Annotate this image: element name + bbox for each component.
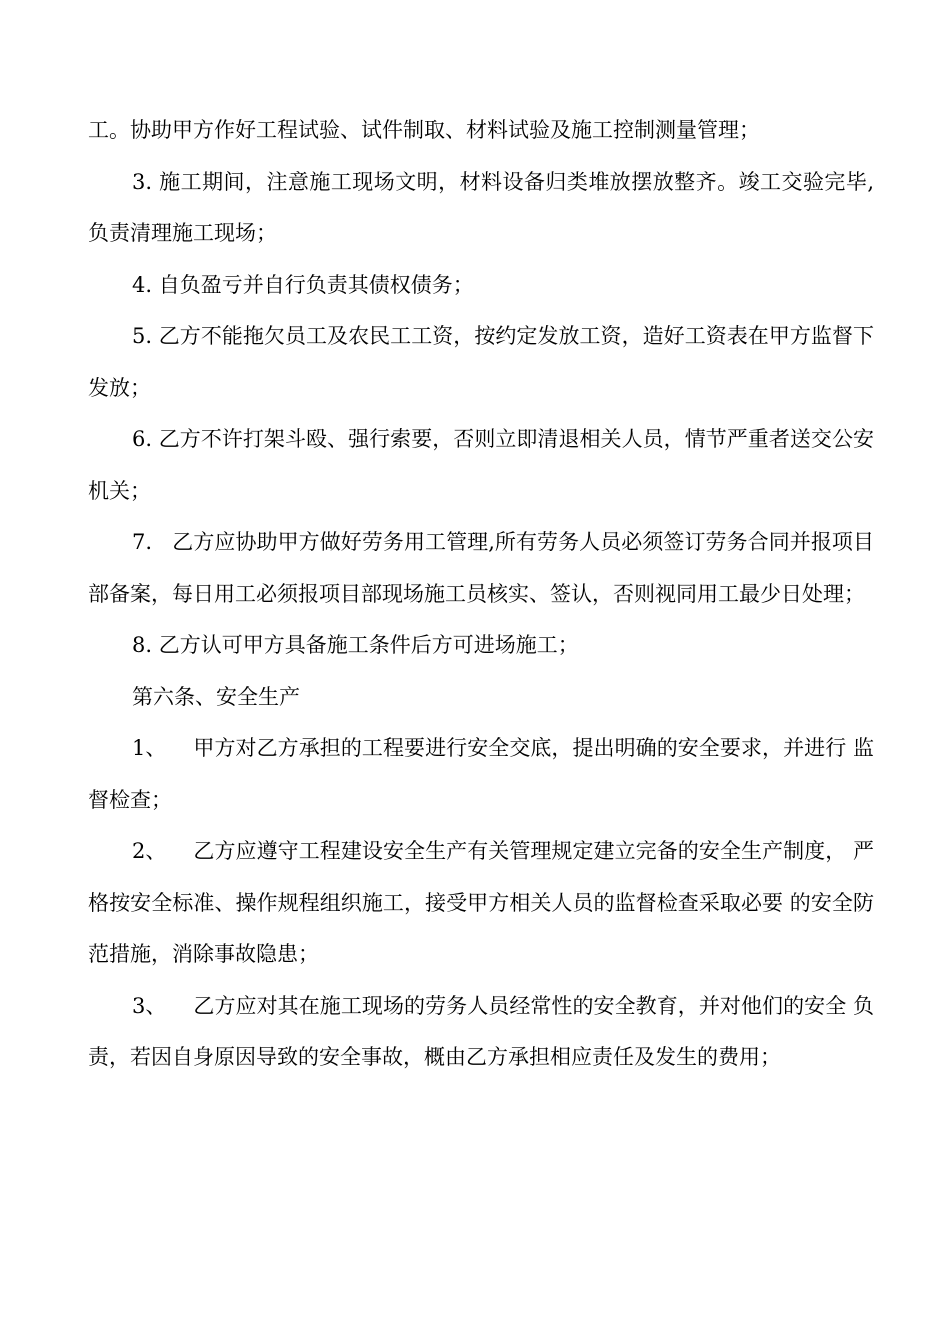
document-body bbox=[88, 105, 874, 1084]
section-heading-article-6: 第六条、安全生产 bbox=[132, 684, 300, 709]
paragraph-item-6: 6. 乙方不许打架斗殴、强行索要，否则立即清退相关人员，情节严重者送交公安机关； bbox=[88, 427, 874, 503]
paragraph-safety-3: 3、 乙方应对其在施工现场的劳务人员经常性的安全教育，并对他们的安全 负责，若因自身原因导致的安全事故，概由乙方承担相应责任及发生的费用； bbox=[88, 993, 874, 1069]
paragraph-continuation: 工。协助甲方作好工程试验、试件制取、材料试验及施工控制测量管理； bbox=[88, 118, 760, 142]
paragraph-safety-1: 1、 甲方对乙方承担的工程要进行安全交底，提出明确的安全要求，并进行 监督检查； bbox=[88, 736, 874, 812]
paragraph-item-5: 5. 乙方不能拖欠员工及农民工工资，按约定发放工资，造好工资表在甲方监督下发放； bbox=[88, 324, 874, 400]
paragraph-item-3: 3. 施工期间，注意施工现场文明，材料设备归类堆放摆放整齐。竣工交验完毕,负责清理施工现场； bbox=[88, 169, 874, 245]
paragraph-safety-2: 2、 乙方应遵守工程建设安全生产有关管理规定建立完备的安全生产制度， 严格按安全标准、操作规程组织施工，接受甲方相关人员的监督检查采取必要 的安全防范措施，消除事故隐患； bbox=[88, 839, 874, 966]
paragraph-item-4: 4. 自负盈亏并自行负责其债权债务； bbox=[132, 272, 474, 297]
paragraph-item-7: 7. 乙方应协助甲方做好劳务用工管理,所有劳务人员必须签订劳务合同并报项目部备案，每日用工必须报项目部现场施工员核实、签认，否则视同用工最少日处理； bbox=[88, 530, 874, 606]
paragraph-item-8: 8. 乙方认可甲方具备施工条件后方可进场施工； bbox=[132, 633, 579, 657]
